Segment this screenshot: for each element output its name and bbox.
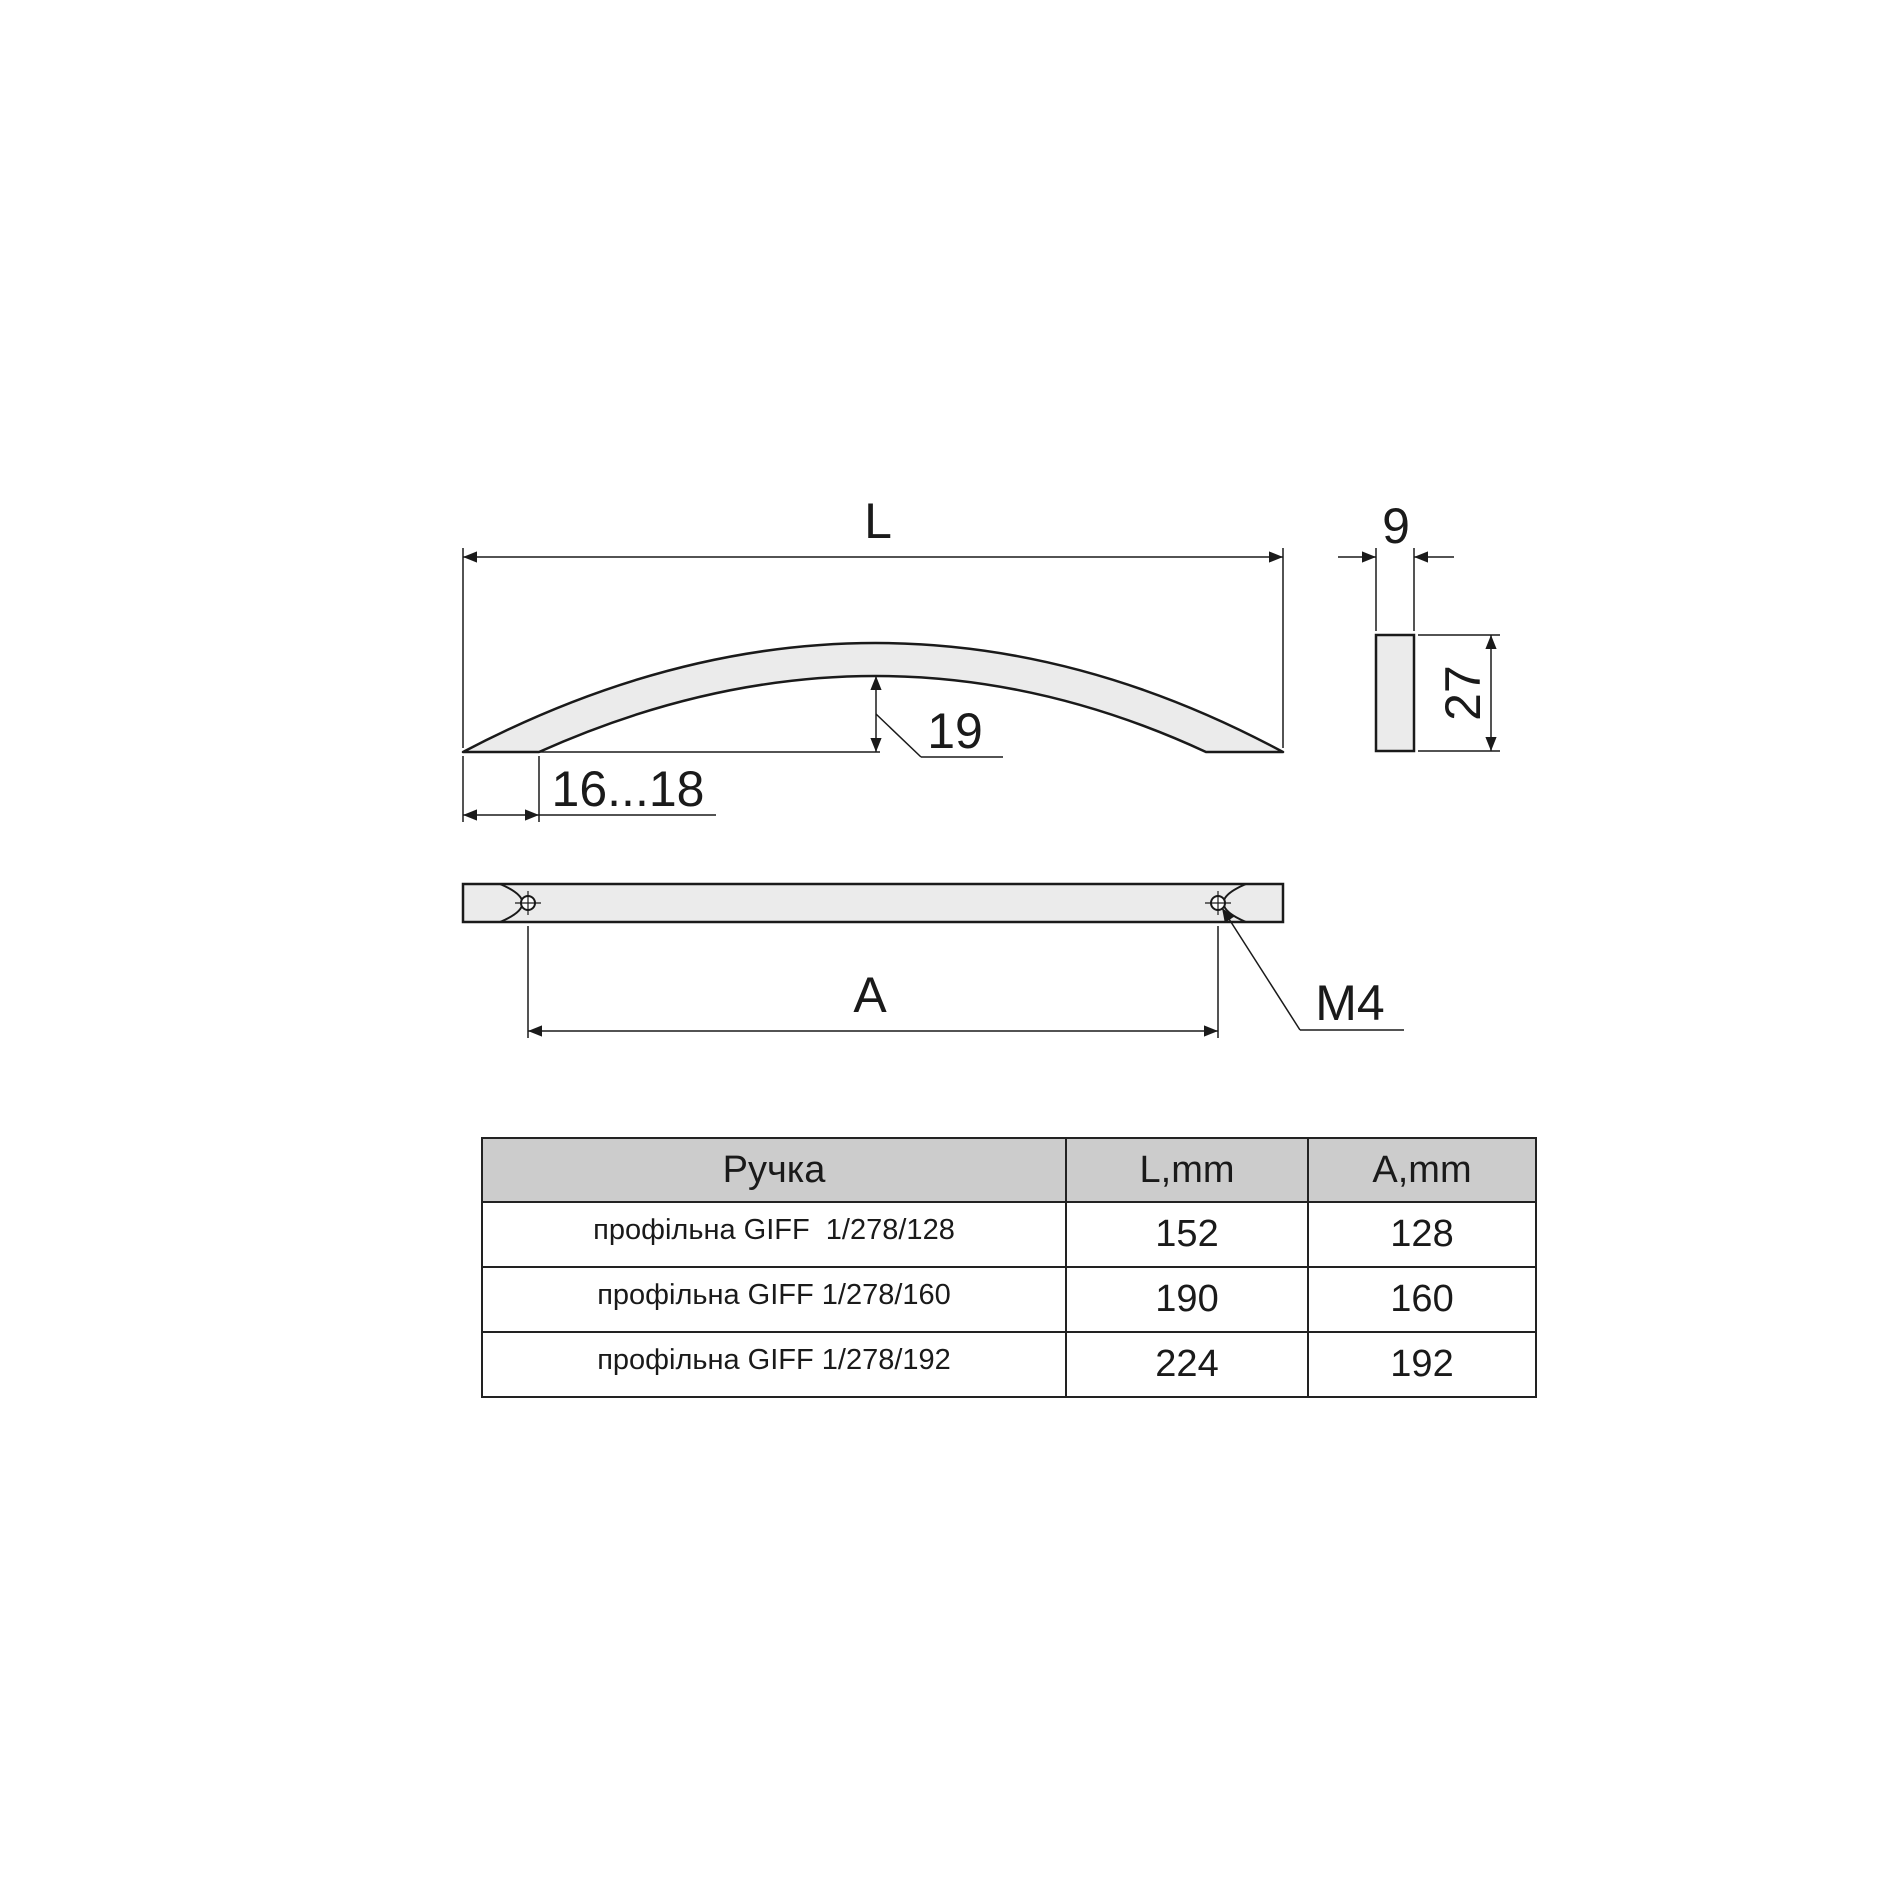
leader-line-thread [1222, 908, 1300, 1030]
length-cell: 152 [1066, 1202, 1308, 1267]
length-cell: 190 [1066, 1267, 1308, 1332]
dimension-profile-height [1418, 635, 1500, 751]
leader-line-arch-height [876, 714, 921, 757]
handle-top-view [463, 884, 1283, 922]
profile-cross-section [1376, 635, 1414, 751]
dimension-profile-height-label: 27 [1435, 665, 1491, 721]
model-cell: профільна GIFF 1/278/128 [482, 1202, 1066, 1267]
handle-front-view [463, 643, 1283, 752]
dimension-length-label: L [864, 493, 892, 549]
table-row [482, 1202, 1536, 1267]
handle-side-profile [1376, 635, 1414, 751]
model-cell: профільна GIFF 1/278/160 [482, 1267, 1066, 1332]
column-header-model: Ручка [482, 1138, 1066, 1202]
model-cell: профільна GIFF 1/278/192 [482, 1332, 1066, 1397]
dimension-thickness-label: 9 [1382, 498, 1410, 554]
handle-top-bar [463, 884, 1283, 922]
hole-spacing-cell: 192 [1308, 1332, 1536, 1397]
dimension-thickness [1338, 498, 1454, 631]
dimension-end-offset [463, 756, 716, 822]
handle-spec-table [481, 1137, 1537, 1398]
length-cell: 224 [1066, 1332, 1308, 1397]
dimension-arch-height-label: 19 [927, 703, 983, 759]
thread-callout [1222, 908, 1404, 1031]
dimension-end-offset-label: 16...18 [551, 761, 705, 817]
thread-size-label: M4 [1315, 975, 1385, 1031]
table-header-row [482, 1138, 1536, 1202]
table-row [482, 1332, 1536, 1397]
table-row [482, 1267, 1536, 1332]
handle-arch-shape [463, 643, 1283, 752]
dimension-hole-spacing-label: A [853, 967, 887, 1023]
hole-spacing-cell: 160 [1308, 1267, 1536, 1332]
dimension-hole-spacing [528, 926, 1218, 1038]
hole-spacing-cell: 128 [1308, 1202, 1536, 1267]
column-header-hole-spacing: A,mm [1308, 1138, 1536, 1202]
column-header-length: L,mm [1066, 1138, 1308, 1202]
